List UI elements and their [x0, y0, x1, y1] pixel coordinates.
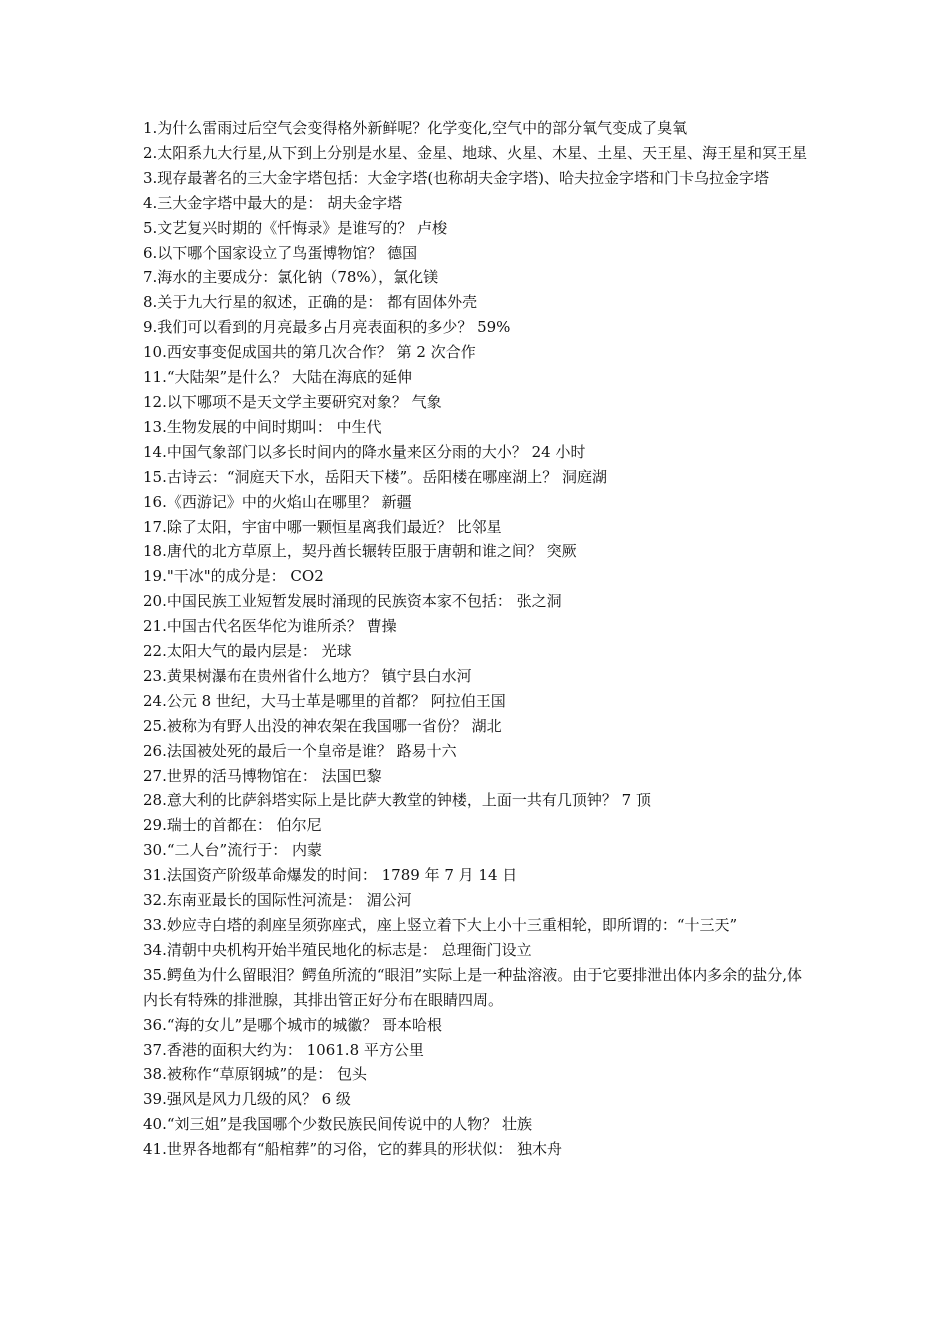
- list-item: 16.《西游记》中的火焰山在哪里？ 新疆: [143, 492, 412, 511]
- list-item: 41.世界各地都有“船棺葬”的习俗，它的葬具的形状似： 独木舟: [143, 1140, 562, 1159]
- list-item: 37.香港的面积大约为： 1061.8 平方公里: [143, 1040, 424, 1059]
- list-item: 27.世界的活马博物馆在： 法国巴黎: [143, 766, 382, 785]
- list-item: 22.太阳大气的最内层是： 光球: [143, 642, 352, 661]
- list-item: 4.三大金字塔中最大的是： 胡夫金字塔: [143, 193, 403, 212]
- list-item: 8.关于九大行星的叙述，正确的是： 都有固体外壳: [143, 293, 478, 312]
- list-item: 26.法国被处死的最后一个皇帝是谁？ 路易十六: [143, 741, 457, 760]
- list-item: 32.东南亚最长的国际性河流是： 湄公河: [143, 891, 412, 910]
- list-item: 20.中国民族工业短暂发展时涌现的民族资本家不包括： 张之洞: [143, 592, 562, 611]
- list-item: 21.中国古代名医华佗为谁所杀？ 曹操: [143, 617, 397, 636]
- list-item: 23.黄果树瀑布在贵州省什么地方？ 镇宁县白水河: [143, 666, 472, 685]
- list-item: 25.被称为有野人出没的神农架在我国哪一省份？ 湖北: [143, 716, 502, 735]
- list-item: 31.法国资产阶级革命爆发的时间： 1789 年 7 月 14 日: [143, 866, 518, 885]
- list-item: 18.唐代的北方草原上，契丹酋长辗转臣服于唐朝和谁之间？ 突厥: [143, 542, 577, 561]
- list-item: 34.清朝中央机构开始半殖民地化的标志是： 总理衙门设立: [143, 940, 532, 959]
- list-item: 9.我们可以看到的月亮最多占月亮表面积的多少？ 59%: [143, 318, 511, 337]
- list-item: 35.鳄鱼为什么留眼泪？鳄鱼所流的“眼泪”实际上是一种盐溶液。由于它要排泄出体内多余的盐分,体内长有特殊的排泄腺，其排出管正好分布在眼睛四周。: [143, 965, 802, 1009]
- list-item: 30.“二人台”流行于： 内蒙: [143, 841, 322, 860]
- question-list: [143, 116, 811, 1162]
- list-item: 17.除了太阳，宇宙中哪一颗恒星离我们最近？ 比邻星: [143, 517, 502, 536]
- list-item: 1.为什么雷雨过后空气会变得格外新鲜呢？化学变化,空气中的部分氧气变成了臭氧: [143, 119, 688, 137]
- list-item: 28.意大利的比萨斜塔实际上是比萨大教堂的钟楼，上面一共有几顶钟？ 7 顶: [143, 791, 651, 810]
- list-item: 11.“大陆架”是什么？ 大陆在海底的延伸: [143, 368, 412, 387]
- list-item: 3.现存最著名的三大金字塔包括：大金字塔(也称胡夫金字塔)、哈夫拉金字塔和门卡乌拉金字塔: [143, 168, 770, 187]
- list-item: 40.“刘三姐”是我国哪个少数民族民间传说中的人物？ 壮族: [143, 1115, 532, 1134]
- list-item: 13.生物发展的中间时期叫： 中生代: [143, 417, 382, 436]
- list-item: 38.被称作“草原钢城”的是： 包头: [143, 1065, 367, 1084]
- list-item: 6.以下哪个国家设立了鸟蛋博物馆？ 德国: [143, 243, 418, 262]
- list-item: 10.西安事变促成国共的第几次合作？ 第 2 次合作: [143, 343, 476, 362]
- list-item: 36.“海的女儿”是哪个城市的城徽？ 哥本哈根: [143, 1015, 442, 1034]
- list-item: 29.瑞士的首都在： 伯尔尼: [143, 816, 322, 835]
- list-item: 24.公元 8 世纪，大马士革是哪里的首都？ 阿拉伯王国: [143, 691, 506, 710]
- list-item: 15.古诗云：“洞庭天下水，岳阳天下楼”。岳阳楼在哪座湖上？ 洞庭湖: [143, 467, 607, 486]
- list-item: 33.妙应寺白塔的刹座呈须弥座式，座上竖立着下大上小十三重相轮，即所谓的：“十三天”: [143, 916, 738, 934]
- list-item: 39.强风是风力几级的风？ 6 级: [143, 1090, 351, 1109]
- list-item: 12.以下哪项不是天文学主要研究对象？ 气象: [143, 392, 442, 411]
- list-item: 5.文艺复兴时期的《忏悔录》是谁写的？ 卢梭: [143, 218, 448, 237]
- list-item: 2.太阳系九大行星,从下到上分别是水星、金星、地球、火星、木星、土星、天王星、海王星和冥王星: [143, 143, 808, 162]
- list-item: 14.中国气象部门以多长时间内的降水量来区分雨的大小？ 24 小时: [143, 442, 586, 461]
- list-item: 7.海水的主要成分：氯化钠（78%），氯化镁: [143, 268, 439, 287]
- list-item: 19."干冰"的成分是： CO2: [143, 567, 324, 586]
